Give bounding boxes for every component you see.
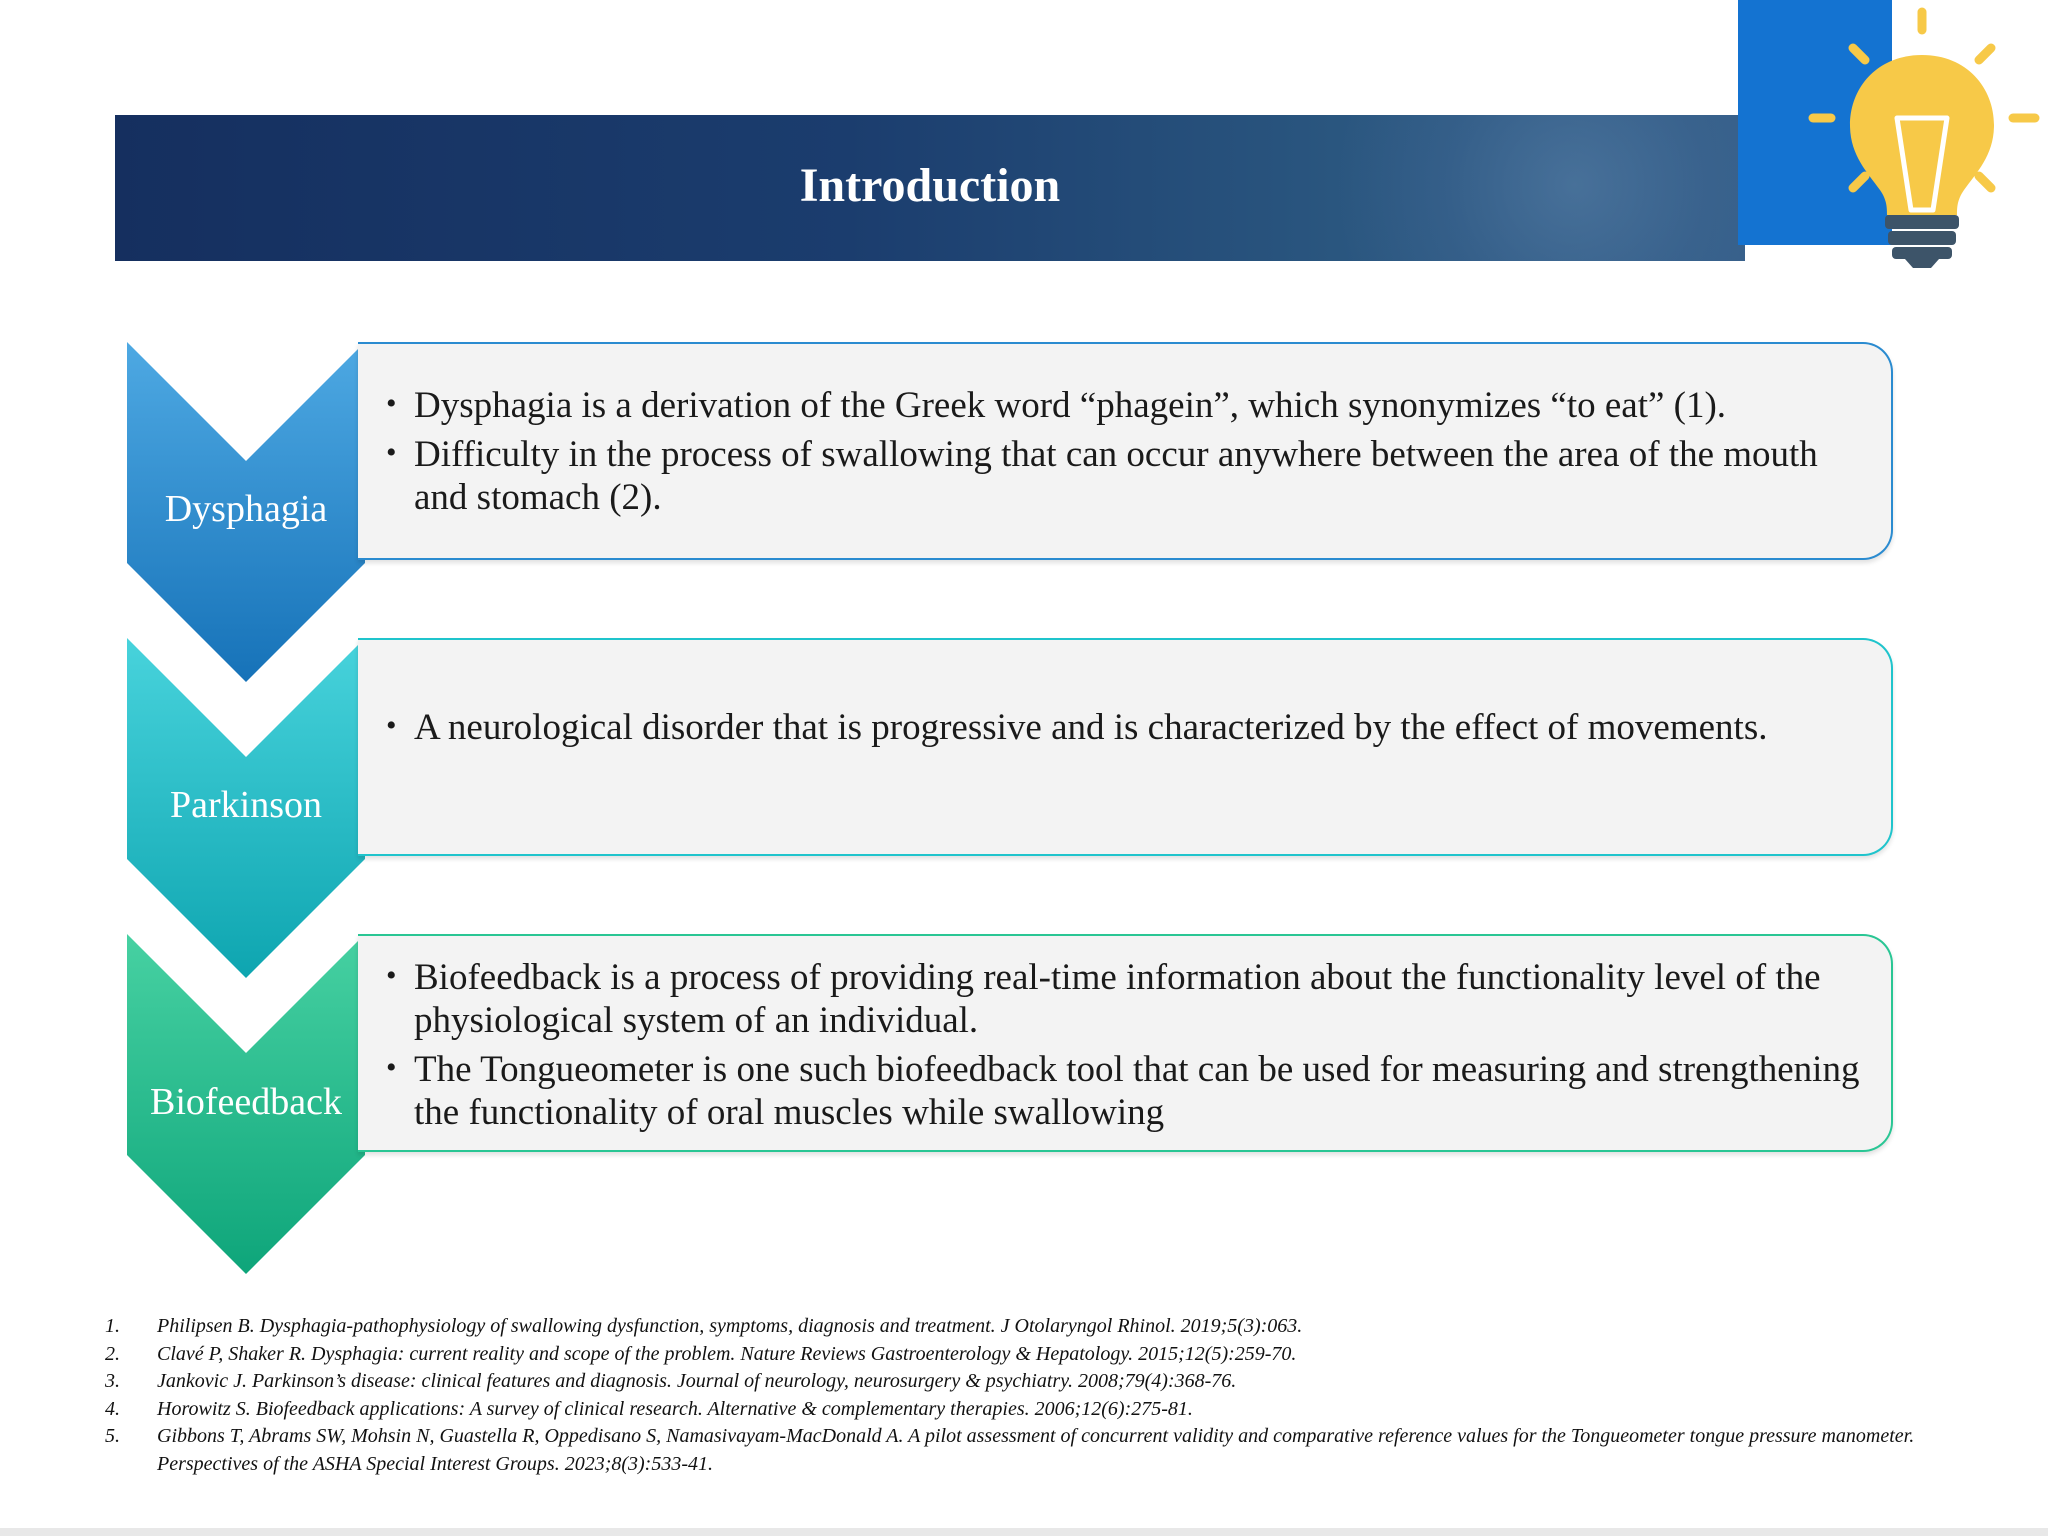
card-parkinson <box>358 638 1893 856</box>
bullet-list <box>386 384 1861 525</box>
list-item: • Biofeedback is a process of providing real-time information about the functionality level of the physiological system of an individual. <box>386 957 1821 1041</box>
page-title: Introduction <box>799 159 1061 212</box>
bottom-bar <box>0 1528 2048 1536</box>
title-banner <box>115 115 1745 261</box>
reference-item: 4. Horowitz S. Biofeedback applications: A survey of clinical research. Alternative & complementary therapies. 2006;12(6):275-81. <box>105 1397 1193 1420</box>
section-label-parkinson: Parkinson <box>170 784 322 826</box>
references-list <box>105 1313 2005 1478</box>
reference-item: 1. Philipsen B. Dysphagia-pathophysiology of swallowing dysfunction, symptoms, diagnosis and treatment. J Otolaryngol Rhinol. 2019;5(3):063. <box>105 1315 1303 1337</box>
list-item: • Difficulty in the process of swallowing that can occur anywhere between the area of the mouth and stomach (2). <box>386 434 1818 518</box>
section-label-dysphagia: Dysphagia <box>164 488 328 530</box>
reference-item: 3. Jankovic J. Parkinson’s disease: clinical features and diagnosis. Journal of neurology, neurosurgery & psychiatry. 2008;79(4):368-76. <box>105 1370 1237 1392</box>
bullet-list <box>386 706 1861 755</box>
list-item: • The Tongueometer is one such biofeedback tool that can be used for measuring and strengthening the functionality of oral muscles while swallowing <box>386 1049 1860 1133</box>
card-dysphagia <box>358 342 1893 560</box>
list-item: • Dysphagia is a derivation of the Greek word “phagein”, which synonymizes “to eat” (1). <box>386 385 1727 426</box>
list-item: • A neurological disorder that is progressive and is characterized by the effect of movements. <box>386 707 1768 748</box>
section-label-biofeedback: Biofeedback <box>149 1081 343 1123</box>
reference-item: 2. Clavé P, Shaker R. Dysphagia: current reality and scope of the problem. Nature Reviews Gastroenterology & Hepatology. 2015;12(5):259-70. <box>105 1342 1297 1365</box>
card-biofeedback <box>358 934 1893 1152</box>
bullet-list <box>386 956 1861 1140</box>
light-bulb-icon <box>1805 0 2048 270</box>
reference-item: 5. Gibbons T, Abrams SW, Mohsin N, Guastella R, Oppedisano S, Namasivayam-MacDonald A. A pilot assessment of concurrent validity and comparative reference values for the Tongueometer tongue pressure manometer. Perspectives of the ASHA Special Interest Groups. 2023;8(3):533-41. <box>105 1425 1915 1475</box>
